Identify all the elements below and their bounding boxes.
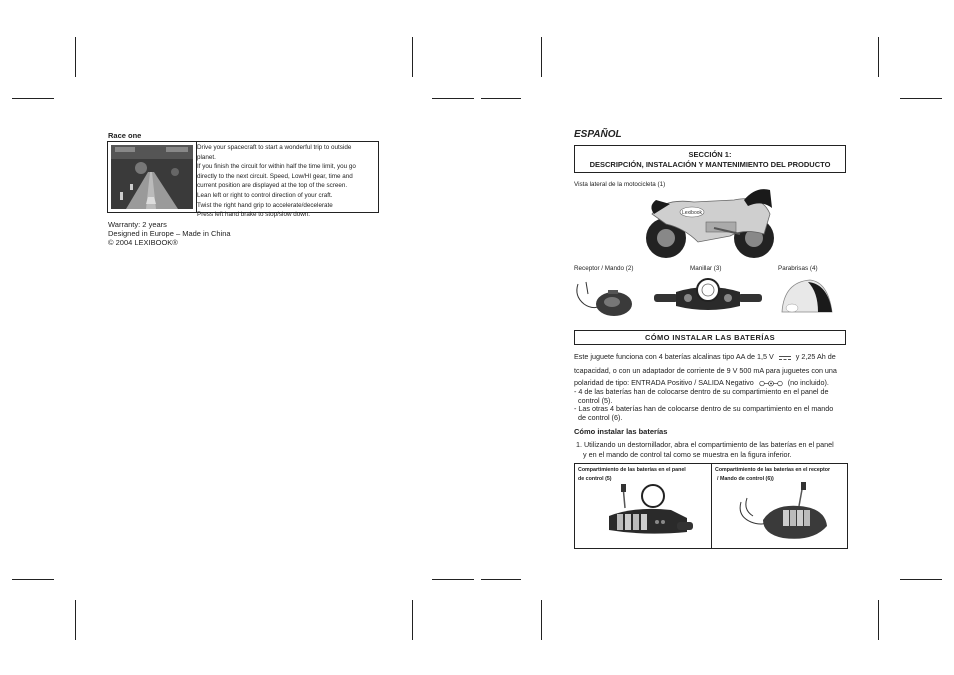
howto-heading: Cómo instalar las baterías — [574, 427, 668, 436]
section-subtitle: DESCRIPCIÓN, INSTALACIÓN Y MANTENIMIENTO DEL PRODUCTO — [589, 160, 831, 169]
side-view-caption: Vista lateral de la motocicleta (1) — [574, 181, 666, 188]
warranty-text: Warranty: 2 years — [108, 220, 167, 229]
motorcycle-brand-label: Lexibook — [681, 210, 703, 216]
panel-left-caption: Compartimiento de las baterías en el panel — [578, 467, 686, 473]
designed-text: Designed in Europe – Made in China — [108, 229, 231, 238]
crop-mark — [481, 98, 521, 99]
language-heading: ESPAÑOL — [574, 129, 622, 140]
crop-mark — [75, 37, 76, 77]
crop-mark — [412, 37, 413, 77]
race-line: If you finish the circuit for within half the time limit, you go — [197, 163, 356, 171]
receptor-image — [572, 276, 638, 322]
paragraph-line — [574, 352, 836, 361]
paragraph-text: Este juguete funciona con 4 baterías alcalinas tipo AA de 1,5 V — [574, 352, 774, 361]
race-line: planet. — [197, 153, 216, 161]
step-line: 1. Utilizando un destornillador, abra el compartimiento de las baterías en el panel — [576, 440, 834, 449]
paragraph-line: tcapacidad, o con un adaptador de corriente de 9 V 500 mA para juguetes con una — [574, 366, 837, 375]
panel-right-caption: / Mando de control (6)) — [717, 476, 774, 482]
bullet-line: - Las otras 4 baterías han de colocarse dentro de su compartimiento en el mando — [574, 404, 834, 413]
paragraph-text: (no incluido). — [787, 378, 829, 387]
race-line: current position are displayed at the top of the screen. — [197, 182, 348, 190]
panel-battery-image — [605, 484, 695, 546]
crop-mark — [878, 37, 879, 77]
race-line: Lean left or right to control direction of your craft. — [197, 191, 333, 199]
handlebar-image — [652, 276, 764, 318]
crop-mark — [412, 600, 413, 640]
windshield-image — [778, 274, 836, 320]
crop-mark — [878, 600, 879, 640]
batteries-heading: CÓMO INSTALAR LAS BATERÍAS — [644, 333, 776, 342]
race-line: Twist the right hand grip to accelerate/decelerate — [197, 201, 333, 209]
race-line: directly to the next circuit. Speed, Low/HI gear, time and — [197, 172, 353, 180]
panel-right-caption: Compartimiento de las baterías en el receptor — [715, 467, 831, 473]
motorcycle-image — [644, 184, 776, 262]
figure-divider — [711, 464, 712, 548]
crop-mark — [432, 98, 474, 99]
windshield-caption: Parabrisas (4) — [778, 265, 818, 272]
step-line: y en el mando de control tal como se muestra en la figura inferior. — [583, 450, 792, 459]
crop-mark — [75, 600, 76, 640]
race-box — [107, 141, 379, 219]
section-title: SECCIÓN 1: — [688, 150, 732, 159]
race-heading: Race one — [108, 131, 142, 140]
polarity-symbol-icon — [759, 380, 783, 387]
panel-left-caption: de control (5) — [578, 476, 612, 482]
dc-symbol-icon — [779, 354, 791, 360]
crop-mark — [900, 98, 942, 99]
crop-mark — [12, 579, 54, 580]
bullet-line: de control (6). — [578, 413, 623, 422]
paragraph-text: y 2,25 Ah de — [795, 352, 836, 361]
receptor-battery-image — [733, 482, 833, 548]
crop-mark — [12, 98, 54, 99]
receptor-caption: Receptor / Mando (2) — [574, 265, 634, 272]
crop-mark — [432, 579, 474, 580]
bullet-line: - 4 de las baterías han de colocarse dentro de su compartimiento en el panel de — [574, 387, 829, 396]
copyright-text: © 2004 LEXIBOOK® — [108, 238, 178, 247]
battery-figure-box — [574, 463, 848, 549]
section-box — [574, 145, 846, 173]
race-line: Press left hand brake to stop/slow down. — [197, 211, 311, 219]
crop-mark — [481, 579, 521, 580]
crop-mark — [900, 579, 942, 580]
batteries-heading-box — [574, 330, 846, 345]
crop-mark — [541, 37, 542, 77]
crop-mark — [541, 600, 542, 640]
paragraph-line — [574, 378, 829, 387]
bullet-line: control (5). — [578, 396, 613, 405]
race-line: Drive your spacecraft to start a wonderful trip to outside — [197, 144, 352, 151]
game-screenshot — [108, 142, 197, 212]
paragraph-text: polaridad de tipo: ENTRADA Positivo / SALIDA Negativo — [574, 378, 754, 387]
race-description — [197, 143, 356, 220]
handlebar-caption: Manillar (3) — [690, 265, 722, 272]
